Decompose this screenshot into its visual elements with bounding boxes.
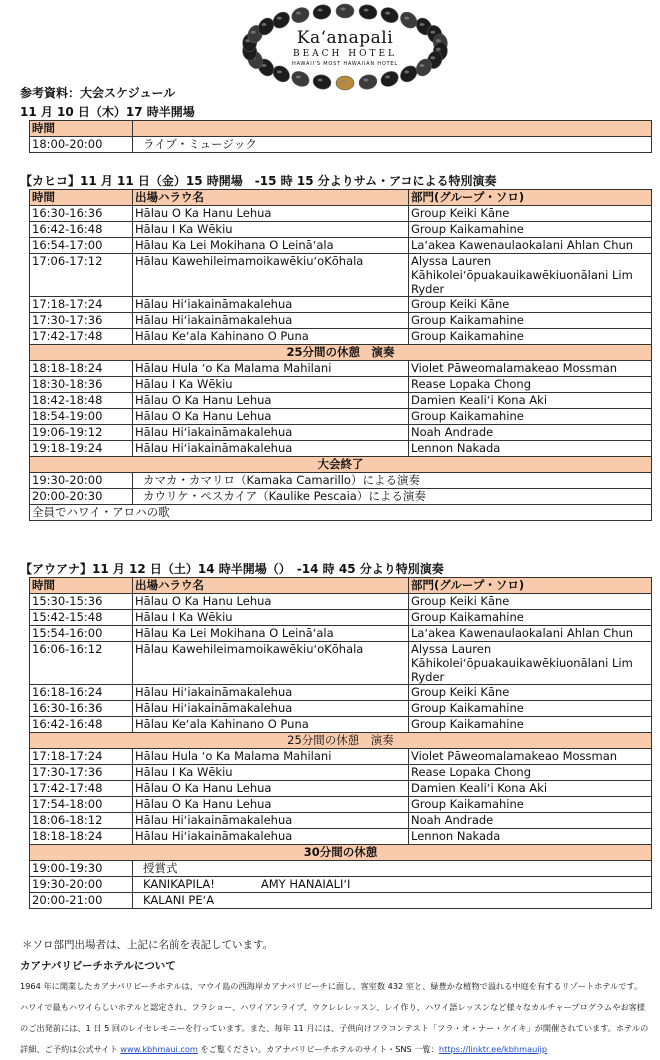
halau-cell: Hālau Ka Lei Mokihana O Leināʻala bbox=[133, 238, 409, 254]
table-row bbox=[30, 206, 652, 222]
table-row bbox=[30, 701, 652, 717]
halau-cell: Hālau Hula ʻo Ka Malama Mahilani bbox=[133, 361, 409, 377]
time-cell: 17:18-17:24 bbox=[30, 297, 133, 313]
about-text bbox=[20, 976, 650, 1060]
division-cell: Lennon Nakada bbox=[409, 829, 652, 845]
halau-cell: Hālau Hiʻiakaināmakalehua bbox=[133, 829, 409, 845]
time-cell: 15:30-15:36 bbox=[30, 594, 133, 610]
division-cell: Group Keiki Kāne bbox=[409, 206, 652, 222]
header-cell: 時間 bbox=[30, 121, 133, 137]
lei-bead-highlight bbox=[341, 80, 346, 83]
table-row bbox=[30, 877, 652, 893]
time-cell: 16:54-17:00 bbox=[30, 238, 133, 254]
time-cell: 16:18-16:24 bbox=[30, 685, 133, 701]
header-cell: 時間 bbox=[30, 190, 133, 206]
halau-cell: Hālau KawehileimamoikawēkiuʻoKōhala bbox=[133, 254, 409, 297]
table-row bbox=[30, 861, 652, 877]
break-row bbox=[30, 457, 652, 473]
halau-cell: Hālau I Ka Wēkiu bbox=[133, 610, 409, 626]
table-row bbox=[30, 829, 652, 845]
division-cell: Lennon Nakada bbox=[409, 441, 652, 457]
table-row bbox=[30, 393, 652, 409]
time-cell: 15:54-16:00 bbox=[30, 626, 133, 642]
division-cell: Group Keiki Kāne bbox=[409, 297, 652, 313]
division-cell: Laʻakea Kawenaulaokalani Ahlan Chun bbox=[409, 626, 652, 642]
table-row bbox=[30, 813, 652, 829]
table-row bbox=[30, 409, 652, 425]
division-cell: Group Kaikamahine bbox=[409, 701, 652, 717]
lei-bead bbox=[336, 76, 354, 90]
event-cell: 授賞式 bbox=[133, 861, 652, 877]
table-row bbox=[30, 254, 652, 297]
hotel-logo bbox=[240, 4, 450, 90]
division-cell: Noah Andrade bbox=[409, 425, 652, 441]
halau-cell: Hālau Hiʻiakaināmakalehua bbox=[133, 685, 409, 701]
header-cell: 出場ハラウ名 bbox=[133, 578, 409, 594]
time-cell: 18:18-18:24 bbox=[30, 361, 133, 377]
division-cell: Group Keiki Kāne bbox=[409, 594, 652, 610]
table-row bbox=[30, 238, 652, 254]
halau-cell: Hālau Hiʻiakaināmakalehua bbox=[133, 425, 409, 441]
halau-cell: Hālau Keʻala Kahinano O Puna bbox=[133, 717, 409, 733]
lei-bead bbox=[312, 3, 333, 21]
division-cell: Violet Pāweomalamakeao Mossman bbox=[409, 749, 652, 765]
schedule-table-nov11 bbox=[29, 189, 652, 521]
halau-cell: Hālau Hiʻiakaināmakalehua bbox=[133, 313, 409, 329]
table-row bbox=[30, 781, 652, 797]
table-header-row bbox=[30, 121, 652, 137]
section-label: 30分間の休憩 bbox=[30, 845, 652, 861]
division-cell: Group Kaikamahine bbox=[409, 409, 652, 425]
lei-bead-highlight bbox=[364, 79, 369, 82]
event-cell: カウリケ・ペスカイア（Kaulike Pescaia）による演奏 bbox=[133, 489, 652, 505]
table-row bbox=[30, 473, 652, 489]
lei-bead bbox=[336, 4, 354, 18]
hotel-website-link[interactable]: www.kbhmaui.com bbox=[120, 1044, 198, 1054]
halau-cell: Hālau Hiʻiakaināmakalehua bbox=[133, 813, 409, 829]
table-row bbox=[30, 297, 652, 313]
time-cell: 19:18-19:24 bbox=[30, 441, 133, 457]
table-row bbox=[30, 797, 652, 813]
lei-bead-highlight bbox=[296, 75, 301, 78]
logo-subtitle: BEACH HOTEL bbox=[292, 49, 398, 59]
lei-bead-highlight bbox=[385, 12, 390, 15]
lei-bead bbox=[358, 73, 379, 91]
table-row bbox=[30, 137, 652, 153]
lei-bead-highlight bbox=[318, 9, 323, 12]
table-row bbox=[30, 610, 652, 626]
linktree-link[interactable]: https://linktr.ee/kbhmauijp bbox=[438, 1044, 548, 1054]
table-row bbox=[30, 765, 652, 781]
time-cell: 19:00-19:30 bbox=[30, 861, 133, 877]
time-cell: 16:30-16:36 bbox=[30, 701, 133, 717]
event-cell: カマカ・カマリロ（Kamaka Camarillo）による演奏 bbox=[133, 473, 652, 489]
halau-cell: Hālau I Ka Wēkiu bbox=[133, 377, 409, 393]
division-cell: Rease Lopaka Chong bbox=[409, 377, 652, 393]
table-row bbox=[30, 893, 652, 909]
page-title: 参考資料：大会スケジュール bbox=[20, 86, 176, 100]
time-cell: 16:30-16:36 bbox=[30, 206, 133, 222]
time-cell: 18:54-19:00 bbox=[30, 409, 133, 425]
division-cell: Group Keiki Kāne bbox=[409, 685, 652, 701]
table-row bbox=[30, 594, 652, 610]
header-cell bbox=[133, 121, 652, 137]
lei-bead bbox=[312, 73, 333, 91]
event-cell: KANIKAPILA! AMY HANAIALIʻI bbox=[133, 877, 652, 893]
halau-cell: Hālau I Ka Wēkiu bbox=[133, 765, 409, 781]
lei-bead-highlight bbox=[262, 23, 267, 26]
logo-tagline: HAWAII'S MOST HAWAIIAN HOTEL bbox=[292, 61, 398, 67]
about-body: 1964 年に開業したカアナパリビーチホテルは、マウイ島の西海岸カアナパリビーチに面し、客室数 432 室と、緑豊かな植物で溢れる中庭を有するリゾートホテルです。ハワイで最もハワイらしいホテルと認定され、フラショー、ハワイアンライブ、ウクレレレッスン、レイ作り、ハワイ語レッスンなど様々なカルチャープログラムやお客様のご出発前には、1 日 5 回のレイセレモニーを行っています。また、毎年 11 月には、子供向けフラコンテスト「フラ・オ・ナー・ケイキ」が開催されています。ホテルの詳細、ご予約は公式サイト bbox=[20, 981, 649, 1054]
table-row bbox=[30, 313, 652, 329]
break-row bbox=[30, 345, 652, 361]
lei-bead bbox=[378, 69, 400, 90]
table-row bbox=[30, 222, 652, 238]
time-cell: 19:30-20:00 bbox=[30, 473, 133, 489]
event-cell: KALANI PEʻA bbox=[133, 893, 652, 909]
division-cell: Rease Lopaka Chong bbox=[409, 765, 652, 781]
day1-title: 【カヒコ】11 月 11 日（金）15 時開場 -15 時 15 分よりサム・アコによる特別演奏 bbox=[20, 174, 497, 188]
lei-bead-highlight bbox=[404, 17, 409, 20]
header-cell: 時間 bbox=[30, 578, 133, 594]
division-cell: Group Kaikamahine bbox=[409, 610, 652, 626]
lei-bead bbox=[289, 69, 311, 90]
day2-title: 【アウアナ】11 月 12 日（土）14 時半開場（） -14 時 45 分より特別演奏 bbox=[20, 562, 444, 576]
table-header-row bbox=[30, 578, 652, 594]
about-mid: をご覧ください。カアナパリビーチホテルのサイト・SNS 一覧： bbox=[197, 1044, 439, 1054]
time-cell: 20:00-21:00 bbox=[30, 893, 133, 909]
about-title: カアナパリビーチホテルについて bbox=[20, 960, 176, 972]
division-cell: Damien Kealiʻi Kona Aki bbox=[409, 781, 652, 797]
lei-bead-highlight bbox=[404, 70, 409, 73]
lei-bead bbox=[378, 5, 400, 26]
time-cell: 16:42-16:48 bbox=[30, 717, 133, 733]
time-cell: 17:54-18:00 bbox=[30, 797, 133, 813]
lei-bead-highlight bbox=[364, 9, 369, 12]
lei-bead-highlight bbox=[341, 8, 346, 11]
day0-title: 11 月 10 日（木）17 時半開場 bbox=[20, 105, 195, 119]
header-cell: 部門(グループ・ソロ) bbox=[409, 578, 652, 594]
halau-cell: Hālau Keʻala Kahinano O Puna bbox=[133, 329, 409, 345]
closing-cell: 全員でハワイ・アロハの歌 bbox=[30, 505, 652, 521]
time-cell: 17:42-17:48 bbox=[30, 781, 133, 797]
closing-row bbox=[30, 505, 652, 521]
table-row bbox=[30, 425, 652, 441]
division-cell: Laʻakea Kawenaulaokalani Ahlan Chun bbox=[409, 238, 652, 254]
solo-note: ＊ソロ部門出場者は、上記に名前を表記しています。 bbox=[22, 939, 274, 951]
division-cell: Violet Pāweomalamakeao Mossman bbox=[409, 361, 652, 377]
time-cell: 18:18-18:24 bbox=[30, 829, 133, 845]
lei-bead bbox=[358, 3, 379, 21]
halau-cell: Hālau Hiʻiakaināmakalehua bbox=[133, 441, 409, 457]
halau-cell: Hālau KawehileimamoikawēkiuʻoKōhala bbox=[133, 642, 409, 685]
halau-cell: Hālau Hiʻiakaināmakalehua bbox=[133, 701, 409, 717]
time-cell: 17:30-17:36 bbox=[30, 313, 133, 329]
halau-cell: Hālau Hiʻiakaināmakalehua bbox=[133, 297, 409, 313]
division-cell: Group Kaikamahine bbox=[409, 797, 652, 813]
lei-bead-highlight bbox=[318, 79, 323, 82]
time-cell: 16:42-16:48 bbox=[30, 222, 133, 238]
division-cell: Group Kaikamahine bbox=[409, 329, 652, 345]
division-cell: Group Kaikamahine bbox=[409, 222, 652, 238]
table-row bbox=[30, 489, 652, 505]
halau-cell: Hālau O Ka Hanu Lehua bbox=[133, 409, 409, 425]
lei-bead-highlight bbox=[385, 75, 390, 78]
table-row bbox=[30, 377, 652, 393]
division-cell: Damien Kealiʻi Kona Aki bbox=[409, 393, 652, 409]
halau-cell: Hālau Hula ʻo Ka Malama Mahilani bbox=[133, 749, 409, 765]
header-cell: 出場ハラウ名 bbox=[133, 190, 409, 206]
event-cell: ライブ・ミュージック bbox=[133, 137, 652, 153]
table-row bbox=[30, 717, 652, 733]
table-row bbox=[30, 749, 652, 765]
table-row bbox=[30, 626, 652, 642]
halau-cell: Hālau O Ka Hanu Lehua bbox=[133, 206, 409, 222]
break-label: 25分間の休憩 演奏 bbox=[30, 345, 652, 361]
time-cell: 18:06-18:12 bbox=[30, 813, 133, 829]
lei-bead-highlight bbox=[296, 12, 301, 15]
time-cell: 19:30-20:00 bbox=[30, 877, 133, 893]
halau-cell: Hālau O Ka Hanu Lehua bbox=[133, 781, 409, 797]
lei-bead bbox=[289, 5, 311, 26]
halau-cell: Hālau O Ka Hanu Lehua bbox=[133, 594, 409, 610]
division-cell: Alyssa Lauren Kāhikoleiʻōpuakauikawēkiuonālani Lim Ryder bbox=[409, 642, 652, 685]
schedule-table-nov12 bbox=[29, 577, 652, 909]
division-cell: Group Kaikamahine bbox=[409, 717, 652, 733]
division-cell: Alyssa Lauren Kāhikoleiʻōpuakauikawēkiuonālani Lim Ryder bbox=[409, 254, 652, 297]
time-cell: 17:42-17:48 bbox=[30, 329, 133, 345]
schedule-table-nov10 bbox=[29, 120, 652, 153]
table-row bbox=[30, 441, 652, 457]
lei-bead-highlight bbox=[420, 23, 425, 26]
time-cell: 17:30-17:36 bbox=[30, 765, 133, 781]
table-row bbox=[30, 642, 652, 685]
break-row bbox=[30, 733, 652, 749]
table-row bbox=[30, 329, 652, 345]
table-header-row bbox=[30, 190, 652, 206]
logo-title: Kaʻanapali bbox=[296, 28, 394, 48]
halau-cell: Hālau I Ka Wēkiu bbox=[133, 222, 409, 238]
time-cell: 17:18-17:24 bbox=[30, 749, 133, 765]
time-cell: 15:42-15:48 bbox=[30, 610, 133, 626]
time-cell: 16:06-16:12 bbox=[30, 642, 133, 685]
lei-bead-highlight bbox=[277, 17, 282, 20]
halau-cell: Hālau O Ka Hanu Lehua bbox=[133, 393, 409, 409]
table-row bbox=[30, 685, 652, 701]
halau-cell: Hālau O Ka Hanu Lehua bbox=[133, 797, 409, 813]
time-cell: 18:30-18:36 bbox=[30, 377, 133, 393]
table-row bbox=[30, 361, 652, 377]
division-cell: Group Kaikamahine bbox=[409, 313, 652, 329]
break-label: 25分間の休憩 演奏 bbox=[30, 733, 652, 749]
halau-cell: Hālau Ka Lei Mokihana O Leināʻala bbox=[133, 626, 409, 642]
time-cell: 19:06-19:12 bbox=[30, 425, 133, 441]
time-cell: 18:42-18:48 bbox=[30, 393, 133, 409]
division-cell: Noah Andrade bbox=[409, 813, 652, 829]
time-cell: 17:06-17:12 bbox=[30, 254, 133, 297]
header-cell: 部門(グループ・ソロ) bbox=[409, 190, 652, 206]
time-cell: 18:00-20:00 bbox=[30, 137, 133, 153]
break-row bbox=[30, 845, 652, 861]
lei-bead-highlight bbox=[277, 70, 282, 73]
section-label: 大会終了 bbox=[30, 457, 652, 473]
time-cell: 20:00-20:30 bbox=[30, 489, 133, 505]
